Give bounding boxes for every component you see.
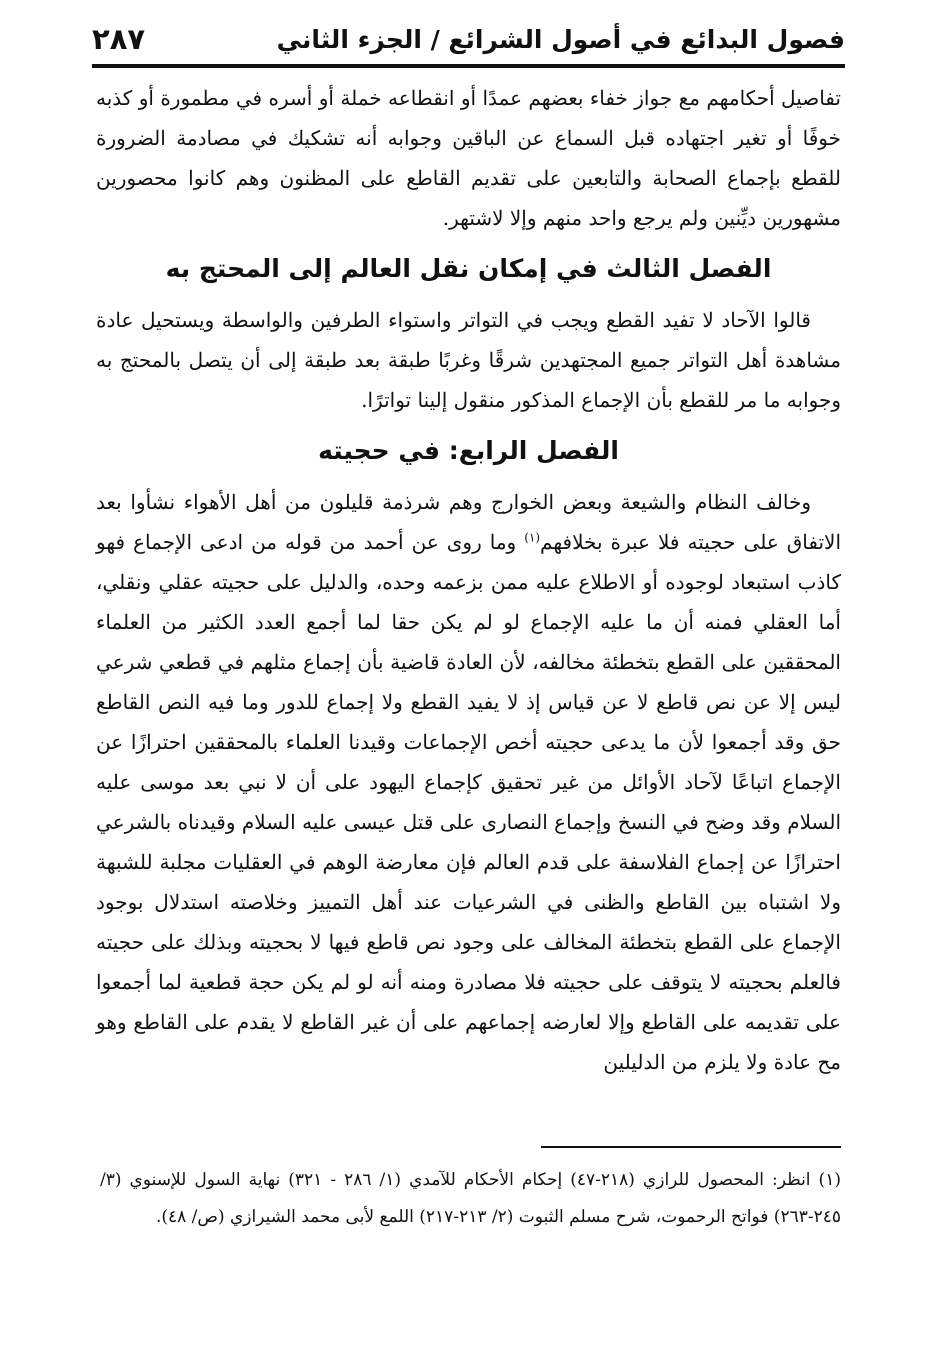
footnote-reference[interactable]: (١) [524, 530, 541, 545]
footnotes [100, 1162, 841, 1236]
section-heading-fourth: الفصل الرابع: في حجيته [318, 436, 619, 465]
footnote-1: (١) انظر: المحصول للرازي (٢١٨-٤٧) إحكام الأحكام للآمدي (١/ ٢٨٦ - ٣٢١) نهاية السول للإسنوي (٣/ ٢٤٥-٢٦٣) فواتح الرحموت، شرح مسلم الثبوت (٢/ ٢١٣-٢١٧) اللمع لأبى محمد الشيرازي (ص/ ٤٨). [100, 1170, 841, 1227]
header-rule [92, 64, 845, 68]
paragraph-text-before-note: وخالف النظام والشيعة وبعض الخوارج وهم شرذمة قليلون من أهل الأهواء نشأوا بعد الاتفاق على حجيته فلا عبرة بخلافهم [96, 490, 842, 554]
footnote-separator [541, 1146, 841, 1148]
paragraph-third-section: قالوا الآحاد لا تفيد القطع ويجب في التواتر واستواء الطرفين والواسطة ويستحيل عادة مشاهدة أهل التواتر جميع المجتهدين شرقًا وغربًا طبقة بعد طبقة إلى أن يتصل بالمحتج به وجوابه ما مر للقطع بأن الإجماع المذكور منقول إلينا تواترًا. [96, 308, 841, 412]
paragraph-text-after-note: وما روى عن أحمد من قوله من ادعى الإجماع فهو كاذب استبعاد لوجوده أو الاطلاع عليه ممن بزعمه وحده، والدليل على حجيته عقلي ونقلي، أما العقلي فمنه أن ما عليه الإجماع لو لم يكن حقا لما أجمع العدد الكثير من العلماء المحققين على القطع بتخطئة مخالفه، لأن العادة قاضية بأن إجماع مثلهم في قطعي شرعي ليس إلا عن نص قاطع لا عن قياس إذ لا يفيد القطع ولا إجماع للدور وما فيه النص القاطع حق وقد أجمعوا لأن ما يدعى حجيته أخص الإجماعات وقيدنا العلماء بالمحققين احترازًا عن الإجماع اتباعًا لآحاد الأوائل من غير تحقيق كإجماع اليهود على أن لا نبي بعد موسى عليه السلام وقد وضح في النسخ وإجماع النصارى على قتل عيسى عليه السلام وقيدناه بالشرعي احترازًا عن إجماع الفلاسفة على قدم العالم فإن معارضة الوهم في العقليات مجلبة للشبهة ولا اشتباه بين القاطع والظنى في الشرعيات عند أهل التمييز وخلاصته استدلال بوجود الإجماع على القطع بتخطئة المخالف على وجود نص قاطع فيها لا بحجيته وبذلك على حجيته فالعلم بحجيته لا يتوقف على حجيته فلا مصادرة ومنه أنه لو لم يكن حجة قطعية لما أجمعوا على تقديمه على القاطع وإلا لعارضه إجماعهم على أن غير القاطع لا يقدم على القاطع وهو مح عادة ولا يلزم من الدليلين [96, 530, 842, 1074]
page-number: ٢٨٧ [92, 22, 146, 56]
section-heading-third: الفصل الثالث في إمكان نقل العالم إلى المحتج به [165, 254, 772, 283]
running-title: فصول البدائع في أصول الشرائع / الجزء الثاني [276, 24, 845, 54]
body-text [96, 78, 841, 1082]
paragraph-continued: تفاصيل أحكامهم مع جواز خفاء بعضهم عمدًا أو انقطاعه خملة أو أسره في مطمورة أو كذبه خوفًا أو تغير اجتهاده قبل السماع عن الباقين وجوابه أنه تشكيك في مصادمة الضرورة للقطع بإجماع الصحابة والتابعين على تقديم القاطع على المظنون وهم كانوا محصورين مشهورين ديِّنين ولم يرجع واحد منهم وإلا لاشتهر. [96, 86, 841, 230]
running-header [92, 18, 845, 60]
paragraph-fourth-section [96, 482, 841, 1082]
